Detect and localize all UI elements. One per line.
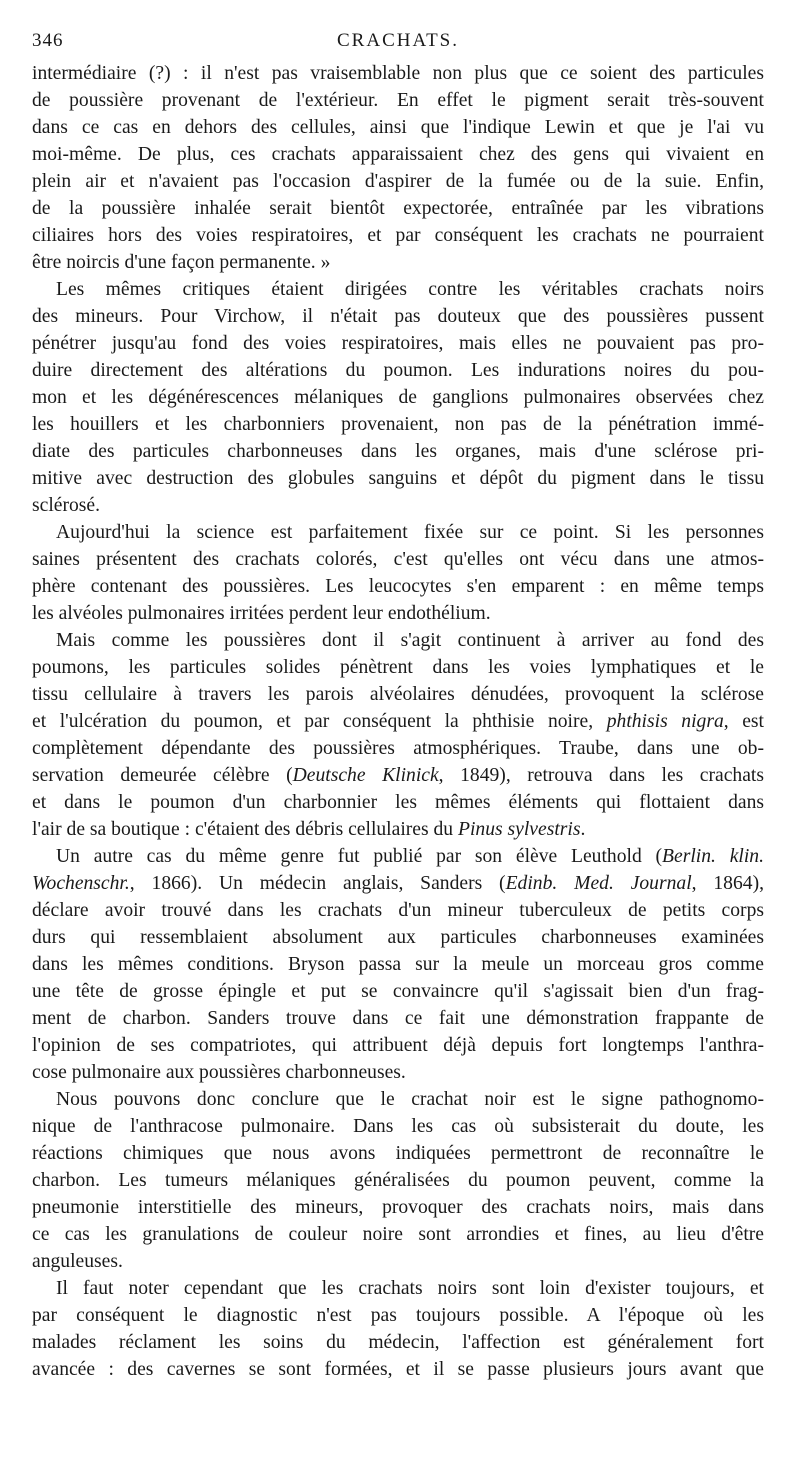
text-run: sclérosé. (32, 495, 101, 516)
text-run: des mineurs. Pour Virchow, il n'était pas douteux que des poussières pussent (32, 306, 764, 327)
text-run: , 1864), (691, 873, 764, 894)
italic-citation: Pinus sylvestris (458, 819, 581, 840)
text-run: diate des particules charbonneuses dans les organes, mais d'une sclérose pri- (32, 441, 764, 462)
text-run: Mais comme les poussières dont il s'agit continuent à arriver au fond des (56, 630, 764, 651)
text-run: ce cas les granulations de couleur noire sont arrondies et fines, au lieu d'être (32, 1224, 764, 1245)
text-line (32, 1248, 764, 1275)
text-line (32, 924, 764, 951)
text-line (32, 735, 764, 762)
text-run: être noircis d'une façon permanente. » (32, 252, 331, 273)
text-line (32, 546, 764, 573)
text-line (32, 60, 764, 87)
italic-citation: phthisis nigra (606, 711, 724, 732)
text-line (32, 951, 764, 978)
text-run: , 1849), retrouva dans les crachats (438, 765, 764, 786)
body-text (32, 60, 764, 1383)
text-line (32, 843, 764, 870)
text-line (32, 1221, 764, 1248)
text-line (32, 1140, 764, 1167)
text-run: une tête de grosse épingle et put se convaincre qu'il s'agissait bien d'un frag- (32, 981, 764, 1002)
text-run: Nous pouvons donc conclure que le crachat noir est le signe pathognomo- (56, 1089, 764, 1110)
text-run: phère contenant des poussières. Les leucocytes s'en emparent : en même temps (32, 576, 764, 597)
text-run: saines présentent des crachats colorés, c'est qu'elles ont vécu dans une atmos- (32, 549, 764, 570)
text-line (32, 681, 764, 708)
text-run: de la poussière inhalée serait bientôt expectorée, entraînée par les vibrations (32, 198, 764, 219)
text-line (32, 276, 764, 303)
text-run: de poussière provenant de l'extérieur. En effet le pigment serait très-souvent (32, 90, 764, 111)
text-line (32, 87, 764, 114)
text-line (32, 816, 764, 843)
text-line (32, 573, 764, 600)
text-run: l'opinion de ses compatriotes, qui attribuent déjà depuis fort longtemps l'anthra- (32, 1035, 764, 1056)
text-line (32, 870, 764, 897)
text-line (32, 708, 764, 735)
text-line (32, 1302, 764, 1329)
text-run: Il faut noter cependant que les crachats noirs sont loin d'exister toujours, et (56, 1278, 764, 1299)
text-run: , est (723, 711, 765, 732)
text-line (32, 1356, 764, 1383)
text-run: les alvéoles pulmonaires irritées perdent leur endothélium. (32, 603, 491, 624)
italic-citation: Berlin. klin. (662, 846, 764, 867)
text-line (32, 1167, 764, 1194)
text-line (32, 1113, 764, 1140)
text-run: anguleuses. (32, 1251, 123, 1272)
italic-citation: Deutsche Klinick (292, 765, 439, 786)
text-run: cose pulmonaire aux poussières charbonneuses. (32, 1062, 406, 1083)
text-line (32, 600, 764, 627)
text-line (32, 303, 764, 330)
text-run: mitive avec destruction des globules sanguins et dépôt du pigment dans le tissu (32, 468, 764, 489)
text-run: complètement dépendante des poussières atmosphériques. Traube, dans une ob- (32, 738, 764, 759)
text-line (32, 1275, 764, 1302)
text-run: pneumonie interstitielle des mineurs, provoquer des crachats noirs, mais dans (32, 1197, 764, 1218)
text-run: . (580, 819, 586, 840)
text-line (32, 141, 764, 168)
text-run: , 1866). Un médecin anglais, Sanders ( (129, 873, 506, 894)
text-line (32, 978, 764, 1005)
text-run: moi-même. De plus, ces crachats apparaissaient chez des gens qui vivaient en (32, 144, 764, 165)
text-line (32, 627, 764, 654)
text-run: mon et les dégénérescences mélaniques de ganglions pulmonaires observées chez (32, 387, 764, 408)
text-run: dans les mêmes conditions. Bryson passa sur la meule un morceau gros comme (32, 954, 764, 975)
text-run: avancée : des cavernes se sont formées, et il se passe plusieurs jours avant que (32, 1359, 764, 1380)
page-number: 346 (32, 30, 64, 51)
text-line (32, 1032, 764, 1059)
text-run: durs qui ressemblaient absolument aux particules charbonneuses examinées (32, 927, 764, 948)
running-title: CRACHATS. (337, 30, 459, 51)
text-run: malades réclament les soins du médecin, l'affection est généralement fort (32, 1332, 764, 1353)
text-line (32, 114, 764, 141)
text-run: déclare avoir trouvé dans les crachats d'un mineur tuberculeux de petits corps (32, 900, 764, 921)
text-run: ment de charbon. Sanders trouve dans ce fait une démonstration frappante de (32, 1008, 764, 1029)
text-line (32, 789, 764, 816)
text-line (32, 1059, 764, 1086)
text-run: et dans le poumon d'un charbonnier les mêmes éléments qui flottaient dans (32, 792, 764, 813)
text-run: tissu cellulaire à travers les parois alvéolaires dénudées, provoquent la sclérose (32, 684, 764, 705)
text-line (32, 762, 764, 789)
text-run: plein air et n'avaient pas l'occasion d'aspirer de la fumée ou de la suie. Enfin, (32, 171, 764, 192)
text-line (32, 222, 764, 249)
text-line (32, 195, 764, 222)
text-run: poumons, les particules solides pénètrent dans les voies lymphatiques et le (32, 657, 764, 678)
text-line (32, 411, 764, 438)
text-run: l'air de sa boutique : c'étaient des débris cellulaires du (32, 819, 459, 840)
text-run: Les mêmes critiques étaient dirigées contre les véritables crachats noirs (56, 279, 764, 300)
book-page (32, 30, 764, 1383)
italic-citation: Wochenschr. (32, 873, 130, 894)
text-run: charbon. Les tumeurs mélaniques généralisées du poumon peuvent, comme la (32, 1170, 764, 1191)
text-line (32, 1329, 764, 1356)
text-run: réactions chimiques que nous avons indiquées permettront de reconnaître le (32, 1143, 764, 1164)
text-run: servation demeurée célèbre ( (32, 765, 293, 786)
text-line (32, 1194, 764, 1221)
text-run: Aujourd'hui la science est parfaitement fixée sur ce point. Si les personnes (56, 522, 764, 543)
text-line (32, 330, 764, 357)
text-line (32, 1086, 764, 1113)
text-line (32, 492, 764, 519)
text-line (32, 1005, 764, 1032)
italic-citation: Edinb. Med. Journal (505, 873, 692, 894)
text-run: Un autre cas du même genre fut publié par son élève Leuthold ( (56, 846, 663, 867)
text-line (32, 465, 764, 492)
text-run: ciliaires hors des voies respiratoires, et par conséquent les crachats ne pourraient (32, 225, 764, 246)
text-run: duire directement des altérations du poumon. Les indurations noires du pou- (32, 360, 764, 381)
text-line (32, 654, 764, 681)
text-line (32, 438, 764, 465)
text-run: pénétrer jusqu'au fond des voies respiratoires, mais elles ne pouvaient pas pro- (32, 333, 764, 354)
text-run: et l'ulcération du poumon, et par conséquent la phthisie noire, (32, 711, 607, 732)
text-line (32, 357, 764, 384)
running-head (32, 30, 764, 58)
text-run: intermédiaire (?) : il n'est pas vraisemblable non plus que ce soient des particules (32, 63, 764, 84)
text-line (32, 897, 764, 924)
text-run: nique de l'anthracose pulmonaire. Dans les cas où subsisterait du doute, les (32, 1116, 764, 1137)
text-line (32, 384, 764, 411)
text-line (32, 249, 764, 276)
text-run: dans ce cas en dehors des cellules, ainsi que l'indique Lewin et que je l'ai vu (32, 117, 764, 138)
text-run: par conséquent le diagnostic n'est pas toujours possible. A l'époque où les (32, 1305, 764, 1326)
text-line (32, 519, 764, 546)
text-line (32, 168, 764, 195)
text-run: les houillers et les charbonniers provenaient, non pas de la pénétration immé- (32, 414, 764, 435)
